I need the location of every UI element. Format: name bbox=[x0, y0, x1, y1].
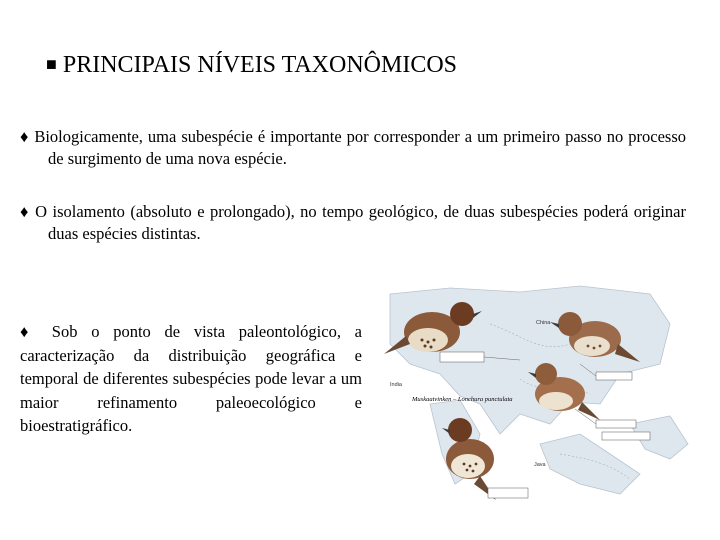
bullet-diamond-1: ♦ bbox=[20, 127, 30, 146]
paragraph-2-text: O isolamento (absoluto e prolongado), no tempo geológico, de duas subespécies poderá originar duas espécies distintas. bbox=[35, 202, 686, 243]
slide-title bbox=[46, 52, 457, 79]
paragraph-1 bbox=[20, 126, 686, 170]
title-bullet: ■ bbox=[46, 54, 57, 74]
bullet-diamond-2: ♦ bbox=[20, 202, 30, 221]
paragraph-1-text: Biologicamente, uma subespécie é importante por corresponder a um primeiro passo no processo de surgimento de uma nova espécie. bbox=[34, 127, 686, 168]
figure-caption: Muskaatvinken – Lonchura punctulata bbox=[412, 396, 513, 403]
title-text: PRINCIPAIS NÍVEIS TAXONÔMICOS bbox=[62, 52, 458, 78]
bullet-diamond-3: ♦ bbox=[20, 322, 39, 341]
paragraph-3-text: Sob o ponto de vista paleontológico, a caracterização da distribuição geográfica e temporal de diferentes subespécies pode levar a um maior refinamento paleoecológico e bioestratigráfico. bbox=[20, 322, 363, 435]
bird-distribution-figure bbox=[370, 284, 692, 508]
bird-illustration-4 bbox=[442, 418, 496, 500]
map-label-china: China bbox=[536, 320, 551, 326]
map-label-india: India bbox=[390, 382, 402, 388]
paragraph-3 bbox=[20, 320, 362, 438]
paragraph-2 bbox=[20, 201, 686, 245]
map-label-java: Java bbox=[534, 462, 546, 468]
